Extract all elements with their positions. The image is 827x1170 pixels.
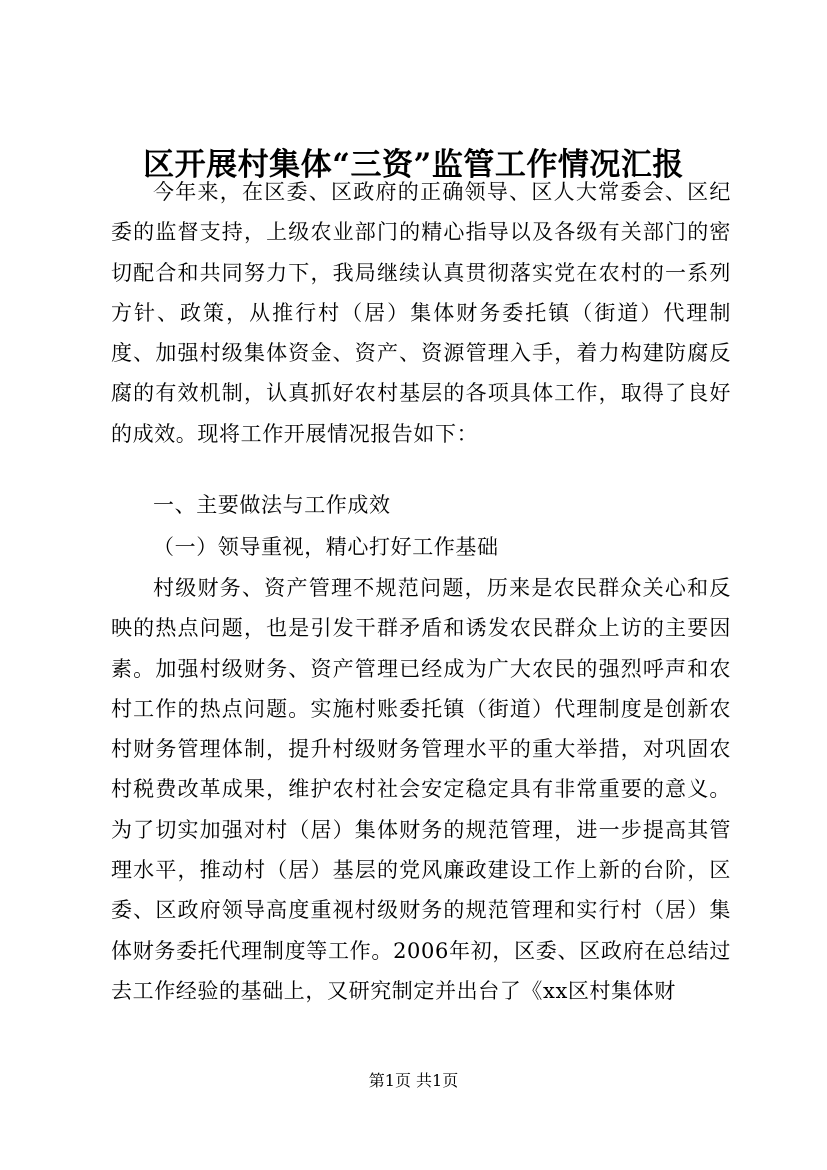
page-number-footer: 第1页 共1页	[368, 1071, 459, 1090]
subsection-heading: （一）领导重视，精心打好工作基础	[153, 535, 499, 559]
section-heading: 一、主要做法与工作成效	[153, 493, 391, 517]
document-title: 区开展村集体“三资”监管工作情况汇报	[143, 147, 684, 183]
body-paragraph-management: 村级财务、资产管理不规范问题，历来是农民群众关心和反映的热点问题，也是引发干群矛盾和诱发农民群众上访的主要因素。加强村级财务、资产管理已经成为广大农民的强烈呼声和农村工作的热点问题。实施村账委托镇（街道）代理制度是创新农村财务管理体制，提升村级财务管理水平的重大举措，对巩固农村税费改革成果，维护农村社会安定稳定具有非常重要的意义。为了切实加强对村（居）集体财务的规范管理，进一步提高其管理水平，推动村（居）基层的党风廉政建设工作上新的台阶，区委、区政府领导高度重视村级财务的规范管理和实行村（居）集体财务委托代理制度等工作。2006年初，区委、区政府在总结过去工作经验的基础上，又研究制定并出台了《xx区村集体财	[111, 576, 731, 1003]
body-paragraph-intro: 今年来，在区委、区政府的正确领导、区人大常委会、区纪委的监督支持，上级农业部门的精心指导以及各级有关部门的密切配合和共同努力下，我局继续认真贯彻落实党在农村的一系列方针、政策，从推行村（居）集体财务委托镇（街道）代理制度、加强村级集体资金、资产、资源管理入手，着力构建防腐反腐的有效机制，认真抓好农村基层的各项具体工作，取得了良好的成效。现将工作开展情况报告如下：	[111, 180, 731, 446]
